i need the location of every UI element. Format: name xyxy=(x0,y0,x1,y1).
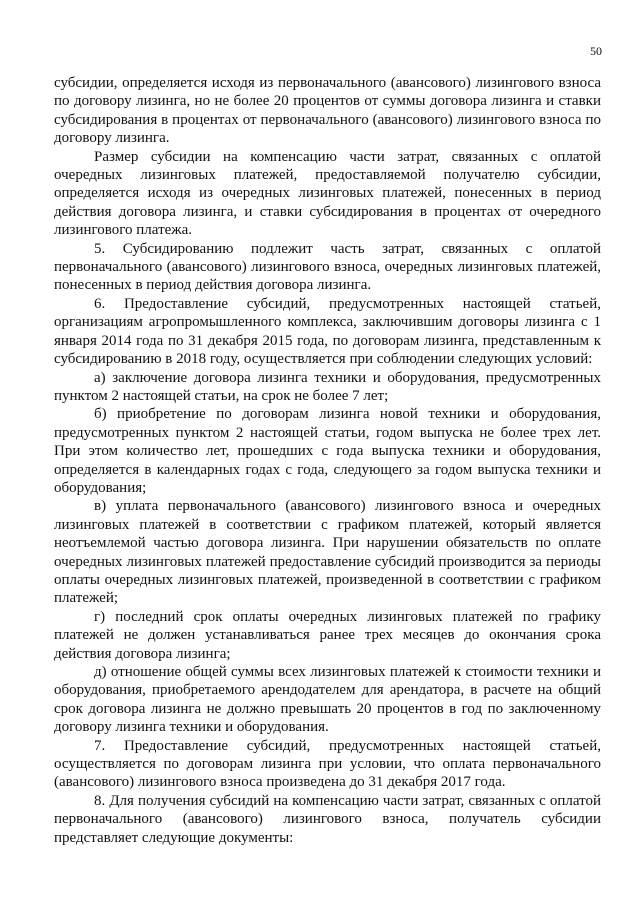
paragraph: 6. Предоставление субсидий, предусмотренных настоящей статьей, организациям агропромышленного комплекса, заключившим договоры лизинга с 1 января 2014 года по 31 декабря 2015 года, по договорам лизинга, представленным к субсидированию в 2018 году, осуществляется при соблюдении следующих условий: xyxy=(54,295,601,368)
paragraph: субсидии, определяется исходя из первоначального (авансового) лизингового взноса по договору лизинга, но не более 20 процентов от суммы договора лизинга и ставки субсидирования в процентах от первоначального (авансового) лизингового взноса по договору лизинга. xyxy=(54,75,601,147)
paragraph: 8. Для получения субсидий на компенсацию части затрат, связанных с оплатой первоначального (авансового) лизингового взноса, получатель субсидии представляет следующие документы: xyxy=(54,792,601,846)
paragraph: Размер субсидии на компенсацию части затрат, связанных с оплатой очередных лизинговых платежей, предоставляемой получателю субсидии, определяется исходя из очередных лизинговых платежей, понесенных в период действия договора лизинга, и ставки субсидирования в процентах от очередного лизингового платежа. xyxy=(54,148,601,239)
paragraph: а) заключение договора лизинга техники и оборудования, предусмотренных пунктом 2 настоящей статьи, на срок не более 7 лет; xyxy=(54,369,601,404)
document-body xyxy=(54,74,601,847)
paragraph: 5. Субсидированию подлежит часть затрат, связанных с оплатой первоначального (авансового) лизингового взноса, очередных лизинговых платежей, понесенных в период действия договора лизинга. xyxy=(54,240,601,294)
paragraph: 7. Предоставление субсидий, предусмотренных настоящей статьей, осуществляется по договорам лизинга при условии, что оплата первоначального (авансового) лизингового взноса произведена до 31 декабря 2017 года. xyxy=(54,737,601,791)
paragraph: г) последний срок оплаты очередных лизинговых платежей по графику платежей не должен устанавливаться ранее трех месяцев до окончания срока действия договора лизинга; xyxy=(54,608,601,662)
page-number: 50 xyxy=(590,44,602,58)
paragraph: б) приобретение по договорам лизинга новой техники и оборудования, предусмотренных пунктом 2 настоящей статьи, годом выпуска не более трех лет. При этом количество лет, прошедших с года выпуска техники и оборудования, определяется в календарных годах с года, следующего за годом выпуска техники и оборудования; xyxy=(54,406,601,496)
paragraph: д) отношение общей суммы всех лизинговых платежей к стоимости техники и оборудования, приобретаемого арендодателем для арендатора, в расчете на общий срок договора лизинга не должно превышать 20 процентов в год по заключенному договору лизинга техники и оборудования. xyxy=(54,664,601,736)
paragraph: в) уплата первоначального (авансового) лизингового взноса и очередных лизинговых платежей в соответствии с графиком платежей, который является неотъемлемой частью договора лизинга. При нарушении обязательств по оплате очередных лизинговых платежей предоставление субсидий производится за периоды оплаты очередных лизинговых платежей, произведенной в соответствии с графиком платежей; xyxy=(54,498,601,607)
